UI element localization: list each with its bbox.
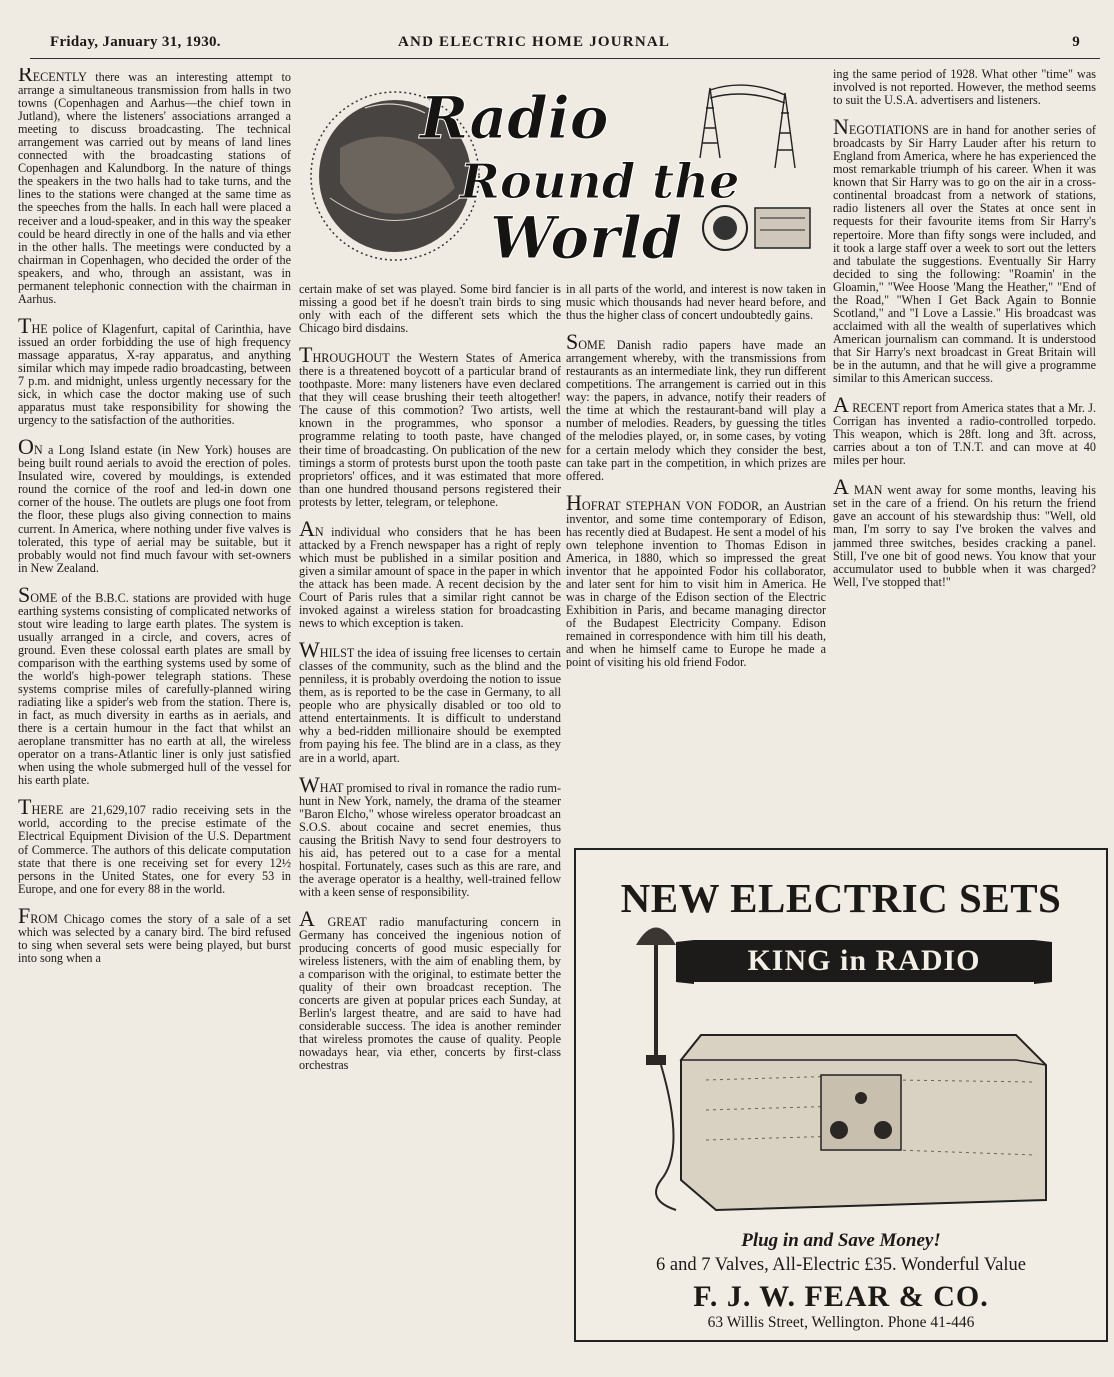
- article-text: HILST the idea of issuing free licenses to certain classes of the community, such as the blind and the penniless, it is probably overdoing the notion to issue them, as is reported to be the case in Germany, to all people who are physically disabled or too old to attend entertainments. It is difficult to understand why a bed-ridden millionaire should be exempted from paying his fee. The blind are in a class, as they are in a world, apart.: [299, 646, 561, 765]
- drop-cap: H: [566, 489, 582, 515]
- article: [18, 902, 291, 965]
- radio-cabinet-icon: [681, 1035, 1046, 1210]
- article: [299, 637, 561, 765]
- article-text: N individual who considers that he has been attacked by a French newspaper has a right of reply which must be published in a similar position and given a similar amount of space in the paper in which the attack has been made. A recent decision by the Court of Paris rules that a similar right cannot be invoked against a wireless station for broadcasting news to which exception is taken.: [299, 524, 561, 631]
- header-rule: [30, 58, 1100, 59]
- article-text: ECENTLY there was an interesting attempt to arrange a simultaneous transmission from halls in two towns (Copenhagen and Aarhus—the chief town in Jutland), where the listeners' associations arranged a meeting to discuss broadcasting. The technical arrangement was carried out by means of land lines connected with the broadcasting stations of Copenhagen and Kalundborg. In the nature of things the speakers in the two halls had to take turns, and the lines to the stations were changed at the same time as the speeches from the halls. In each hall were placed a receiver and a loud-speaker, and in this way the speaker could be heard directly in one of the halls and via ether in the other halls. The meetings were conducted by a chairman in Copenhagen, who decided the order of the speakers, and who, through an assistant, was in permanent telephonic connection with the chairman in Aarhus.: [18, 70, 291, 306]
- page-number: 9: [1072, 34, 1080, 50]
- loudspeaker-icon: [703, 206, 810, 250]
- lamp-icon: [636, 928, 676, 1211]
- issue-date: Friday, January 31, 1930.: [50, 34, 221, 50]
- drop-cap: A: [833, 392, 849, 418]
- drop-cap: T: [299, 342, 313, 368]
- article: [833, 392, 1096, 468]
- article-text: HE police of Klagenfurt, capital of Carinthia, have issued an order forbidding the use of high frequency massage apparatus, X-ray apparatus, and anything similar which may impede radio broadcasting, between 7 p.m. and midnight, unless urgently necessary for the sick, in which case the doctor making use of such apparatus must take responsibility for showing the urgency to the satisfaction of the authorities.: [18, 321, 291, 428]
- brand-banner: KING in RADIO: [694, 940, 1034, 982]
- article: [299, 515, 561, 631]
- article-text: MAN went away for some months, leaving his set in the care of a friend. On his return the friend gave an account of his stewardship thus: "Well, old man, I'm sorry to say I've broken the valves and jammed three switches, besides cracking a panel. Still, I've one bit of good news. You know that your accumulator used to bubble when it was charged? Well, I've stopped that!": [833, 483, 1096, 589]
- article-text: HERE are 21,629,107 radio receiving sets in the world, according to the precise estimate of the Electrical Equipment Division of the U.S. Department of Commerce. The authors of this delicate computation state that there is one receiving set for every 12½ persons in the United States, one for every 53 in Europe, and one for every 88 in the world.: [18, 803, 291, 896]
- drop-cap: A: [833, 474, 849, 500]
- advert-address: 63 Willis Street, Wellington. Phone 41-446: [707, 1314, 975, 1331]
- article-text: ROM Chicago comes the story of a sale of a set which was selected by a canary bird. The bird refused to sing when several sets were being played, but burst into song when a: [18, 911, 291, 965]
- article-text: OME of the B.B.C. stations are provided with huge earthing systems consisting of complicated networks of stout wire leading to large earth plates. The system is usually arranged in a circle, and covers, acres of ground. Even these colossal earth plates are small by comparison with the earthing systems used by some of the world's high-power telegraph stations. These systems comprise miles of carefully-planned wiring radiating like a spider's web from the station. There is, in fact, as much diversity in earths as in aerials, and there is a certain humour in the fact that whilst an aeroplane transmitter has no earth at all, the wireless operator on a trans-Atlantic liner is only just satisfied when using the whole submerged hull of the vessel for his earth plate.: [18, 590, 291, 788]
- article-text: GREAT radio manufacturing concern in Germany has conceived the ingenious notion of producing concerts of good music especially for wireless listeners, with the aim of enabling them, by a comparison with the original, to estimate better the quality of their own broadcast reception. The concerts are given at popular prices each Sunday, at Berlin's largest theatre, and are said to have had considerable success. The idea is another reminder that wireless promotes the cause of quality. People nowadays hear, via ether, concerts by first-class orchestras: [299, 914, 561, 1073]
- article-text: HAT promised to rival in romance the radio rum-hunt in New York, namely, the drama of the steamer "Baron Elcho," whose wireless operator broadcast an S.O.S. about cocaine and secret enemies, thus causing the British Navy to send four destroyers to his aid, has petered out to a case for a mental hospital. Fortunately, cases such as this are rare, and the average operator is a healthy, well-trained fellow with a keen sense of responsibility.: [299, 780, 561, 899]
- article: [18, 581, 291, 788]
- drop-cap: W: [299, 637, 320, 663]
- article: [299, 905, 561, 1073]
- drop-cap: R: [18, 68, 33, 86]
- publication-title: AND ELECTRIC HOME JOURNAL: [398, 34, 671, 50]
- column-1: [18, 68, 291, 1338]
- article-text: HROUGHOUT the Western States of America there is a threatened boycott of a particular brand of toothpaste. More: many listeners have even declared that they will cease brushing their teeth altogether! The cause of this commotion? Two artists, well known in the programmes, who sponsor a programme relating to tooth paste, have changed their time of broadcasting. On publication of the new timings a storm of protests burst upon the tooth paste proprietors' offices, and it was estimated that more than one hundred thousand persons registered their protests by letter, telegram, or telephone.: [299, 351, 561, 509]
- article-text: ing the same period of 1928. What other "time" was involved is not reported. However, the method seems to suit the U.S.A. advertisers and listeners.: [833, 68, 1096, 108]
- drop-cap: A: [299, 905, 315, 931]
- article: [18, 68, 291, 306]
- article-text: RECENT report from America states that a Mr. J. Corrigan has invented a radio-controlled torpedo. This weapon, which is 28ft. long and 3ft. across, carries about a ton of T.N.T. and can move at 40 miles per hour.: [833, 401, 1096, 468]
- article: [18, 794, 291, 896]
- article: [833, 474, 1096, 589]
- article-text: N a Long Island estate (in New York) houses are being built round aerials to avoid the erection of poles. Insulated wire, covered by mouldings, is extended round the cornice of the roof and led-in down one corner of the house. The outlets are plugs one foot from the floor, these plugs also giving connection to mains current. In America, where nothing under five valves is tolerated, this type of aerial may be suitable, but it probably would not find much favour with set-owners in New Zealand.: [18, 443, 291, 575]
- drop-cap: S: [18, 581, 31, 607]
- article: [299, 342, 561, 509]
- article: [18, 434, 291, 575]
- banner-art: [305, 68, 825, 280]
- advert-firm-name: F. J. W. FEAR & CO.: [693, 1280, 989, 1313]
- drop-cap: S: [566, 329, 579, 355]
- column-2: [299, 283, 561, 1343]
- article-continuation: [833, 68, 1096, 107]
- article: [566, 329, 826, 483]
- drop-cap: F: [18, 902, 31, 928]
- drop-cap: T: [18, 312, 32, 338]
- drop-cap: A: [299, 515, 315, 541]
- column-3: [566, 283, 826, 843]
- banner-title-line1: Radio: [420, 84, 609, 152]
- article-text: certain make of set was played. Some bird fancier is missing a good bet if he doesn't train birds to sing only with each of the different sets which the Chicago bird disdains.: [299, 283, 561, 336]
- article-continuation: [566, 283, 826, 322]
- advert-tagline: Plug in and Save Money!: [741, 1230, 941, 1251]
- page-header: [50, 34, 1080, 60]
- article: [566, 489, 826, 670]
- article-continuation: [299, 283, 561, 335]
- article-text: OFRAT STEPHAN VON FODOR, an Austrian inventor, and some time contemporary of Edison, has recently died at Budapest. He sent a model of his own telephone invention to Thomas Edison in America, in 1880, which so impressed the great inventor that he appointed Fodor his collaborator, and later sent for him to visit him in America. He was in charge of the Edison section of the Electric Exhibition in Paris, and became managing director of the Budapest Electricity Company. Edison remained in correspondence with him till his death, and when he himself came to Europe he made a point of visiting his old friend Fodor.: [566, 498, 826, 670]
- article: [18, 312, 291, 428]
- article-text: OME Danish radio papers have made an arrangement whereby, with the transmissions from restaurants as an intermediate link, they run different competitions. The arrangement is carried out in this way: the papers, in advance, notify their readers of the time at which the restaurant-band will play a number of melodies. Readers, by guessing the titles of the melodies played, or, in some cases, by voting for a certain melody which they consider the best, can take part in the competition, in which prizes are offered.: [566, 338, 826, 483]
- article: [299, 771, 561, 899]
- article: [833, 114, 1096, 386]
- banner-title-line2: Round the: [460, 154, 740, 210]
- article-text: in all parts of the world, and interest is now taken in music which thousands had never heard before, and thus the higher class of concert undoubtedly gains.: [566, 283, 826, 323]
- king-radio-advertisement: [574, 848, 1108, 1342]
- radio-round-the-world-banner: [305, 68, 825, 280]
- article-text: EGOTIATIONS are in hand for another series of broadcasts by Sir Harry Lauder after his return to England from America, where he has experienced the most remarkable triumph of his career. When it was known that Sir Harry was to go on the air in a cross-continental broadcast from a network of stations, radio listeners all over the States at once sent in requests for their favourite items from Sir Harry's repertoire. More than fifty songs were included, and it took a large staff over a week to sort out the letters and tabulate the suggestions. Eventually Sir Harry decided to sing the following: "Roamin' in the Gloamin," "Wee Hoose 'Mang the Heather," "End of the Road," "When I Get Back Again to Bonnie Scotland," and "I Love a Lassie." His broadcast was acclaimed with all the wealth of superlatives which American journalism can command. It is understood that Sir Harry's next broadcast in Great Britain will be in the autumn, and that he will give a programme similar to this American success.: [833, 123, 1096, 386]
- drop-cap: N: [833, 114, 849, 140]
- advert-headline: NEW ELECTRIC SETS: [620, 875, 1062, 921]
- drop-cap: O: [18, 434, 34, 460]
- drop-cap: W: [299, 771, 320, 797]
- column-4: [833, 68, 1096, 838]
- advert-specs: 6 and 7 Valves, All-Electric £35. Wonderful Value: [656, 1255, 1026, 1275]
- drop-cap: T: [18, 794, 32, 820]
- banner-title-line3: World: [490, 204, 683, 272]
